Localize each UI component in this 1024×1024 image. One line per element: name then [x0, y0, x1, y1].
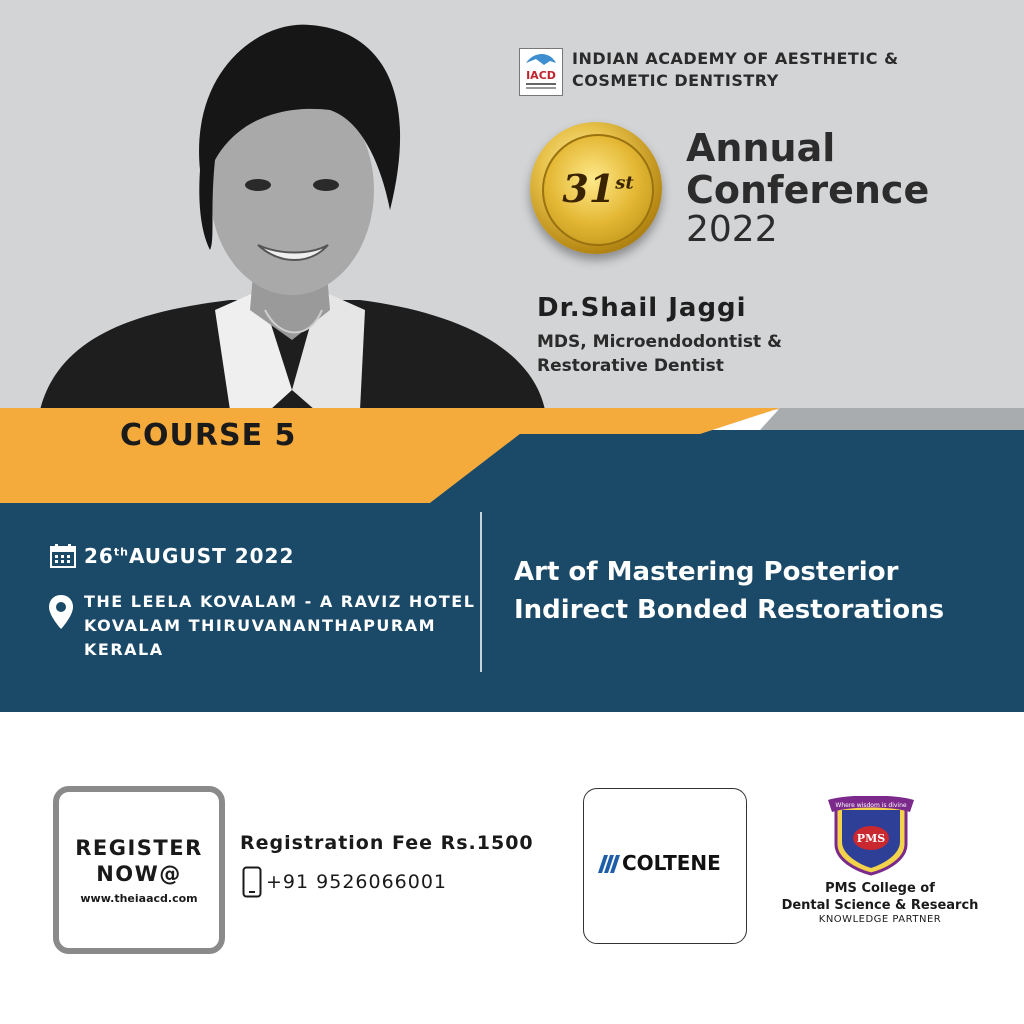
partner-line1: PMS College of: [825, 881, 935, 896]
gold-medal-icon: [530, 122, 662, 254]
conference-line2: Conference: [686, 168, 930, 212]
partner-line2: Dental Science & Research: [781, 898, 979, 913]
medal-ordinal: 31st: [562, 166, 634, 211]
iacd-logo-text: IACD: [526, 69, 556, 82]
sponsor-logo-box: [583, 788, 747, 944]
pms-emblem-icon: [826, 796, 916, 880]
phone-number[interactable]: +91 9526066001: [266, 871, 448, 893]
qualification-line2: Restorative Dentist: [537, 356, 724, 376]
calendar-icon: [50, 544, 76, 572]
course-label: COURSE 5: [120, 418, 297, 453]
register-line2: NOW@: [96, 862, 182, 886]
conference-line1: Annual: [686, 126, 836, 170]
organization-line1: INDIAN ACADEMY OF AESTHETIC &: [572, 49, 899, 68]
venue-line3: KERALA: [84, 640, 164, 659]
speaker-qualification: [537, 330, 782, 378]
registration-fee: Registration Fee Rs.1500: [240, 832, 534, 854]
event-date: 26thAUGUST 2022: [84, 544, 295, 568]
session-title-line2: Indirect Bonded Restorations: [514, 595, 945, 625]
location-pin-icon: [48, 594, 74, 634]
venue-line1: THE LEELA KOVALAM - A RAVIZ HOTEL: [84, 592, 476, 611]
conference-year: 2022: [686, 209, 778, 250]
event-venue: [84, 590, 475, 662]
pms-emblem-text: PMS: [856, 832, 886, 845]
register-now-button[interactable]: [53, 786, 225, 954]
organization-line2: COSMETIC DENTISTRY: [572, 71, 779, 90]
speaker-name: Dr.Shail Jaggi: [537, 293, 747, 323]
pms-motto: Where wisdom is divine: [835, 802, 907, 809]
speaker-portrait: [30, 10, 550, 410]
session-title-line1: Art of Mastering Posterior: [514, 557, 899, 587]
iacd-logo: [519, 48, 563, 96]
register-line1: REGISTER: [75, 836, 203, 860]
vertical-divider: [480, 512, 482, 672]
sponsor-name: COLTENE: [622, 851, 721, 875]
partner-role: KNOWLEDGE PARTNER: [818, 914, 942, 925]
qualification-line1: MDS, Microendodontist &: [537, 332, 782, 352]
session-title: [514, 553, 944, 629]
register-url[interactable]: www.theiaacd.com: [80, 892, 198, 905]
partner-name: [770, 880, 990, 914]
venue-line2: KOVALAM THIRUVANANTHAPURAM: [84, 616, 437, 635]
coltene-logo-icon: [598, 855, 620, 873]
mobile-phone-icon: [242, 866, 262, 902]
organization-name: [572, 48, 899, 92]
